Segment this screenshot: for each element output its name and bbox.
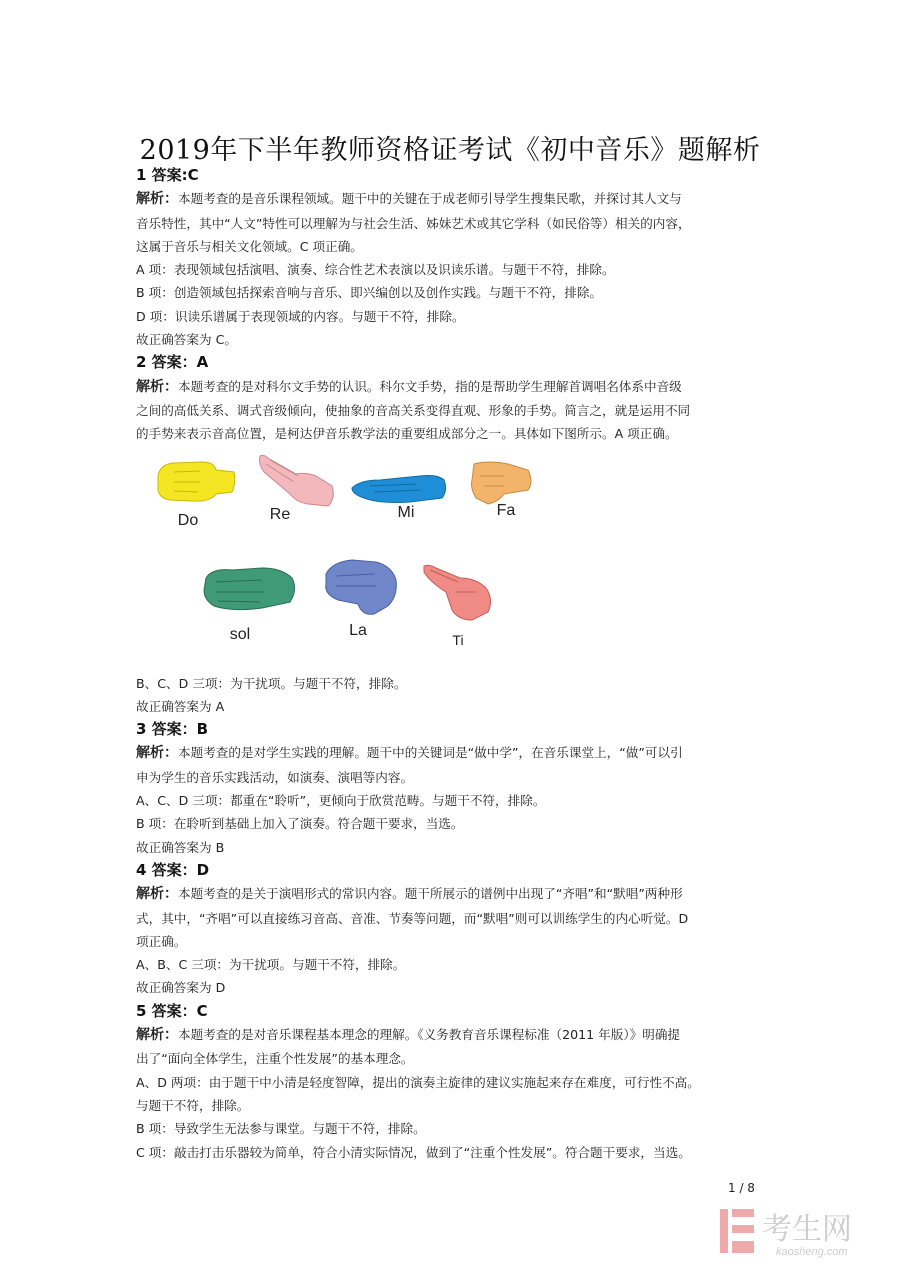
analysis-label: 解析：	[136, 191, 178, 208]
q2-analysis-line-2: 之间的高低关系、调式音级倾向，使抽象的音高关系变得直观、形象的手势。简言之，就是运用不同	[136, 402, 691, 418]
hand-sign-la-icon	[318, 556, 400, 618]
q4-analysis-line-2: 式，其中，“齐唱”可以直接练习音高、音准、节奏等问题，而“默唱”则可以训练学生的内心听觉。D	[136, 910, 689, 926]
q5-option-c: C 项：敲击打击乐器较为简单，符合小清实际情况，做到了“注重个性发展”。符合题干要求，当选。	[136, 1144, 691, 1160]
q4-option-abc: A、B、C 三项：为干扰项。与题干不符，排除。	[136, 957, 406, 973]
q3-option-acd: A、C、D 三项：都重在“聆听”，更倾向于欣赏范畴。与题干不符，排除。	[136, 793, 546, 809]
kaosheng-watermark-logo	[718, 1205, 888, 1261]
hand-sign-sol-icon	[202, 562, 298, 616]
analysis-label: 解析：	[136, 378, 178, 395]
q5-answer: 5 答案：C	[136, 1001, 208, 1020]
q1-analysis-line-3: 这属于音乐与相关文化领域。C 项正确。	[136, 238, 363, 254]
q2-option-bcd: B、C、D 三项：为干扰项。与题干不符，排除。	[136, 675, 407, 691]
q1-analysis-line-2: 音乐特性，其中“人文”特性可以理解为与社会生活、姊妹艺术或其它学科（如民俗等）相关的内容，	[136, 215, 691, 231]
q2-analysis-text: 本题考查的是对科尔文手势的认识。科尔文手势，指的是帮助学生理解首调唱名体系中音级	[178, 378, 682, 394]
q3-conclusion: 故正确答案为 B	[136, 839, 225, 855]
q3-option-b: B 项：在聆听到基础上加入了演奏。符合题干要求，当选。	[136, 816, 464, 832]
watermark-domain: kaosheng.com	[776, 1246, 848, 1258]
q4-analysis-line-1	[136, 882, 776, 906]
q2-conclusion: 故正确答案为 A	[136, 698, 225, 714]
hand-label-mi: Mi	[397, 503, 415, 521]
hand-label-re: Re	[269, 505, 291, 523]
q1-analysis-line-1	[136, 187, 776, 211]
q4-conclusion: 故正确答案为 D	[136, 980, 226, 996]
analysis-label: 解析：	[136, 745, 178, 762]
page-number: 1 / 8	[728, 1181, 755, 1195]
analysis-label: 解析：	[136, 886, 178, 903]
q5-option-ad-line-2: 与题干不符，排除。	[136, 1097, 250, 1113]
q2-answer: 2 答案：A	[136, 353, 209, 372]
q1-conclusion: 故正确答案为 C。	[136, 332, 237, 348]
document-body	[136, 164, 776, 1164]
analysis-label: 解析：	[136, 1027, 178, 1044]
hand-label-fa: Fa	[496, 501, 516, 519]
q3-analysis-text: 本题考查的是对学生实践的理解。题干中的关键词是“做中学”，在音乐课堂上，“做”可以引	[178, 745, 683, 761]
q3-answer: 3 答案：B	[136, 720, 209, 739]
hand-sign-mi-icon	[350, 470, 448, 506]
q1-option-b: B 项：创造领域包括探索音响与音乐、即兴编创以及创作实践。与题干不符，排除。	[136, 285, 603, 301]
q5-option-ad-line-1: A、D 两项：由于题干中小清是轻度智障，提出的演奏主旋律的建议实施起来存在难度，可行性不高。	[136, 1074, 700, 1090]
q2-analysis-line-3: 的手势来表示音高位置，是柯达伊音乐教学法的重要组成部分之一。具体如下图所示。A 项正确。	[136, 426, 678, 442]
q1-answer: 1 答案:C	[136, 166, 199, 184]
q4-analysis-line-3: 项正确。	[136, 933, 187, 949]
q5-analysis-line-1	[136, 1023, 776, 1047]
hand-label-do: Do	[177, 511, 199, 529]
document-title: 2019年下半年教师资格证考试《初中音乐》题解析	[139, 135, 761, 166]
watermark-text: 考生网	[762, 1212, 852, 1247]
q1-analysis-text: 本题考查的是音乐课程领域。题干中的关键在于成老师引导学生搜集民歌，并探讨其人文与	[178, 191, 682, 207]
hand-label-la: La	[349, 621, 367, 639]
q3-analysis-line-1	[136, 741, 776, 765]
hand-label-ti: Ti	[452, 631, 464, 648]
curwen-hand-signs-figure	[136, 446, 776, 672]
hand-sign-re-icon	[256, 452, 336, 510]
hand-sign-do-icon	[154, 458, 236, 504]
q4-analysis-text: 本题考查的是关于演唱形式的常识内容。题干所展示的谱例中出现了“齐唱”和“默唱”两种形	[178, 886, 683, 902]
q5-analysis-line-2: 出了“面向全体学生，注重个性发展”的基本理念。	[136, 1051, 414, 1067]
q4-answer: 4 答案：D	[136, 860, 210, 879]
q1-option-d: D 项：识读乐谱属于表现领域的内容。与题干不符，排除。	[136, 308, 465, 324]
q5-option-b: B 项：导致学生无法参与课堂。与题干不符，排除。	[136, 1121, 426, 1137]
q5-analysis-text: 本题考查的是对音乐课程基本理念的理解。《义务教育音乐课程标准（2011 年版）》明确提	[178, 1027, 681, 1043]
q3-analysis-line-2: 申为学生的音乐实践活动，如演奏、演唱等内容。	[136, 769, 414, 785]
hand-label-sol: sol	[229, 625, 251, 643]
q2-analysis-line-1	[136, 375, 776, 399]
kaosheng-logo-icon	[720, 1209, 754, 1253]
hand-sign-ti-icon	[420, 562, 496, 624]
q1-option-a: A 项：表现领域包括演唱、演奏、综合性艺术表演以及识读乐谱。与题干不符，排除。	[136, 262, 615, 278]
